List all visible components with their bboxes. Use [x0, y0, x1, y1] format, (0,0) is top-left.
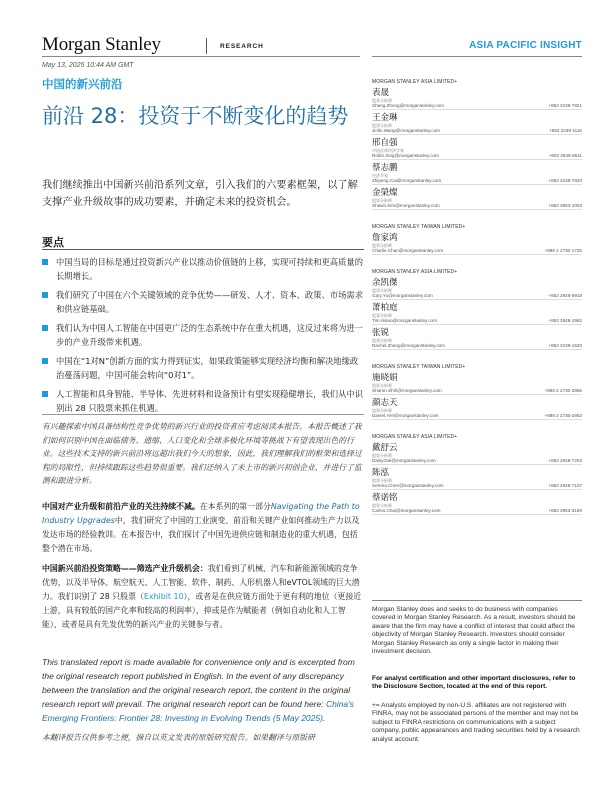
key-point-text: 中国当局的目标是通过投资新兴产业以推动价值链的上移，实现可持续和更高质量的长期增长。 [56, 257, 363, 281]
brand-logo: Morgan Stanley [42, 34, 161, 55]
list-item [42, 321, 364, 349]
summary-divider [42, 414, 364, 415]
author-role: 股票分析师 [372, 338, 392, 343]
author-entry [372, 161, 582, 186]
author-divider [372, 464, 582, 465]
author-entry [372, 441, 582, 466]
sidebar-divider [372, 600, 582, 601]
author-entry [372, 136, 582, 161]
author-role: 股票分析师 [372, 123, 392, 128]
author-name: 表晟 [372, 88, 390, 98]
author-email[interactable]: Sharon.Shih@morganstanley.com [372, 388, 442, 393]
author-email[interactable]: Gary.Yu@morganstanley.com [372, 293, 433, 298]
author-role: 股票分析师 [372, 98, 392, 103]
author-role: 股票分析师 [372, 408, 392, 413]
author-phone: +852 2848-6511 [548, 153, 582, 158]
author-role: 中国首席经济学家 [372, 148, 404, 153]
author-divider [372, 184, 582, 185]
firm-gap [372, 351, 582, 361]
page-title: 前沿 28：投资于不断变化的趋势 [42, 104, 349, 128]
key-point-text: 人工智能和具身智能、半导体、先进材料和设备预计有望实现稳健增长，我们从中识别出 28 只股票来抓住机遇。 [56, 389, 363, 413]
author-phone: +852 2848-7107 [548, 483, 582, 488]
author-email[interactable]: Jinlin.Wang@morganstanley.com [372, 128, 440, 133]
author-email[interactable]: Shawn.Kim@morganstanley.com [372, 203, 440, 208]
author-divider [372, 419, 582, 420]
author-entry [372, 396, 582, 421]
author-role: 股票分析师 [372, 198, 392, 203]
finra-note: += Analysts employed by non-U.S. affiliates are not registered with FINRA, may not be associated persons of the member and may not be subject to FINRA restrictions on communications with a subject company, public appearances and trading securities held by a research analyst account. [372, 702, 580, 743]
author-email[interactable]: Sheng.Zhong@morganstanley.com [372, 103, 444, 108]
author-divider [372, 299, 582, 300]
author-email[interactable]: Daisy.Dai@morganstanley.com [372, 458, 436, 463]
para-text: ），或者是在供应链方面处于更有利的地位（更接近上游，具有较低的国产化率和较高的利润率），抑或是作为赋能者（例如自动化和人工智能），或者是具有先发优势的新兴产业的关键参与者。 [42, 592, 362, 630]
author-role: 股票分析师 [372, 453, 392, 458]
para-text: 在本系列的第一部分 [199, 502, 271, 511]
disclaimer-text: This translated report is made available for convenience only and is excerpted from the original research report published in English. In the event of any discrepancy between the translation and the original research report, the content in the original research report will prevail. The original research report can be found here: [42, 657, 355, 709]
author-divider [372, 394, 582, 395]
para-text: 我们看到了机械、汽车和新能源领域的竞争优势，以及半导体、航空航天、人工智能、软件、制药、人形机器人和eVTOL领域的巨大潜力。我们识别了 28 只股票（ [42, 564, 360, 602]
author-divider [372, 134, 582, 135]
para-lead: 中国新兴前沿投资策略——筛选产业升级机会： [42, 564, 208, 573]
author-list [372, 76, 582, 516]
publish-date: May 13, 2025 10:44 AM GMT [42, 62, 134, 69]
key-point-text: 我们认为中国人工智能在中国更广泛的生态系统中存在重大机遇，这反过来将为进一步的产业升级带来机遇。 [56, 323, 363, 347]
author-divider [372, 254, 582, 255]
firm-label: MORGAN STANLEY ASIA LIMITED+ [372, 79, 458, 85]
intro-paragraph: 我们继续推出中国新兴前沿系列文章，引入我们的六要素框架，以了解支撑产业升级故事的成功要素，并确定未来的投资机会。 [42, 180, 358, 208]
author-divider [372, 159, 582, 160]
author-phone: +852 2848-6918 [548, 293, 582, 298]
firm-gap [372, 421, 582, 431]
author-name: 王金琳 [372, 113, 398, 123]
author-role: 股票分析师 [372, 503, 392, 508]
exhibit-link[interactable]: Exhibit 10 [143, 592, 184, 602]
author-email[interactable]: Robin.Xing@morganstanley.com [372, 153, 439, 158]
author-entry [372, 301, 582, 326]
author-name: 陈泓 [372, 468, 390, 478]
author-role: 股票分析师 [372, 288, 392, 293]
author-email[interactable]: Serena.Chen@morganstanley.com [372, 483, 444, 488]
brand-divider [206, 38, 207, 54]
report-link[interactable]: Navigating the Path to Industry Upgrades [42, 502, 360, 526]
key-points-heading: 要点 [42, 236, 64, 249]
author-entry [372, 326, 582, 351]
author-phone: +852 3963-3190 [548, 508, 582, 513]
author-entry [372, 371, 582, 396]
translation-disclaimer [42, 655, 364, 725]
firm-label: MORGAN STANLEY TAIWAN LIMITED+ [372, 224, 466, 230]
author-entry [372, 86, 582, 111]
author-email[interactable]: Zhipeng.Cai@morganstanley.com [372, 178, 442, 183]
author-phone: +852 2239-1116 [549, 128, 582, 133]
author-divider [372, 324, 582, 325]
author-role: 股票分析师 [372, 478, 392, 483]
author-email[interactable]: Rachel.Zhang@morganstanley.com [372, 343, 446, 348]
list-item [42, 288, 364, 316]
author-divider [372, 514, 582, 515]
author-email[interactable]: Charlie.Chan@morganstanley.com [372, 248, 444, 253]
author-email[interactable]: Daniel.Yen@morganstanley.com [372, 413, 439, 418]
author-name: 金榮燦 [372, 188, 398, 198]
author-role: 股票分析师 [372, 313, 392, 318]
section-label: RESEARCH [220, 43, 264, 50]
author-role: 股票分析师 [372, 383, 392, 388]
author-name: 余凯傑 [372, 278, 398, 288]
author-name: 邢自强 [372, 138, 398, 148]
author-entry [372, 466, 582, 491]
translation-disclaimer-zh: 本翻译报告仅供参考之便，摘自以英文发表的原版研究报告。如果翻译与原版研 [42, 733, 315, 742]
author-entry [372, 111, 582, 136]
author-divider [372, 349, 582, 350]
author-phone: +886 2 2730-2865 [544, 388, 582, 393]
author-name: 张锐 [372, 328, 390, 338]
author-phone: +852 3963-1003 [548, 203, 582, 208]
body-paragraph-1 [42, 500, 364, 556]
firm-gap [372, 256, 582, 266]
author-phone: +852 2239-1520 [548, 343, 582, 348]
square-bullet-icon [42, 259, 48, 265]
para-text: 中，我们研究了中国的工业演变、前沿和关键产业如何推动生产力以及发达市场的经验教训。在本报告中，我们探讨了中国先进供应链和制造业的重大机遇，包括整个潜在市场。 [42, 516, 360, 554]
key-point-text: 我们研究了中国在六个关键领域的竞争优势——研发、人才、资本、政策、市场需求和供应链基础。 [56, 290, 363, 314]
series-label: 中国的新兴前沿 [42, 77, 123, 91]
region-tag: ASIA PACIFIC INSIGHT [469, 40, 582, 51]
author-divider [372, 209, 582, 210]
list-item [42, 354, 364, 382]
disclosure-note: For analyst certification and other important disclosures, refer to the Disclosure Section, located at the end of this report. [372, 675, 576, 691]
square-bullet-icon [42, 391, 48, 397]
author-role: 股票分析师 [372, 243, 392, 248]
square-bullet-icon [42, 292, 48, 298]
author-phone: +852 2239-7821 [548, 103, 582, 108]
square-bullet-icon [42, 325, 48, 331]
body-paragraph-2 [42, 562, 364, 632]
author-phone: +886 2 2730-2863 [544, 413, 582, 418]
square-bullet-icon [42, 358, 48, 364]
italic-summary: 有兴趣探索中国具备结构性竞争优势的新兴行业的投资者应考虑阅读本报告。本报告概述了我们如何识别中国在面临债务、通缩、人口变化和全球多极化环境等挑战下有望表现出色的行业。这些技术支持的新兴前沿将远超出我们今天的想象，因此，我们理解我们的框架和选择过程的局限性，但持续跟踪这些趋势很重要。我们还纳入了未上市的新兴初创企业，并进行了监测和跟进分析。 [42, 422, 362, 486]
firm-label: MORGAN STANLEY ASIA LIMITED+ [372, 269, 458, 275]
author-phone: +852 2848-7203 [548, 458, 582, 463]
firm-label: MORGAN STANLEY TAIWAN LIMITED+ [372, 364, 466, 370]
firm-gap [372, 211, 582, 221]
header-divider-right [372, 56, 582, 57]
author-email[interactable]: Carlos.Chai@morganstanley.com [372, 508, 441, 513]
key-points-list [42, 255, 364, 420]
author-email[interactable]: Tim.Hsiao@morganstanley.com [372, 318, 437, 323]
author-entry [372, 231, 582, 256]
author-phone: +852 2239-7820 [548, 178, 582, 183]
author-name: 施晓娟 [372, 373, 398, 383]
disclaimer-end: . [322, 713, 326, 723]
author-name: 蔡志鹏 [372, 163, 398, 173]
key-point-text: 中国在“1对N”创新方面的实力得到证实，如果政策能够实现经济均衡和解决地缘政治蔓荡问题，中国可能会转向“0对1”。 [56, 356, 359, 380]
firm-label: MORGAN STANLEY ASIA LIMITED+ [372, 434, 458, 440]
author-name: 顔志天 [372, 398, 398, 408]
author-name: 戴舒云 [372, 443, 398, 453]
header-divider [42, 56, 360, 57]
list-item [42, 255, 364, 283]
author-role: 经济学家 [372, 173, 388, 178]
original-report-link[interactable]: China's Emerging Frontiers: Frontier 28: Investing in Evolving Trends (5 May 2025) [42, 699, 355, 723]
author-phone: +852 2848-1982 [548, 318, 582, 323]
conflict-note: Morgan Stanley does and seeks to do business with companies covered in Morgan Stanley Research. As a result, investors should be aware that the firm may have a conflict of interest that could affect the objectivity of Morgan Stanley Research. Investors should consider Morgan Stanley Research as only a single factor in making their investment decision. [372, 606, 576, 656]
author-name: 萧柏庭 [372, 303, 398, 313]
author-entry [372, 276, 582, 301]
author-divider [372, 109, 582, 110]
key-points-divider [42, 249, 364, 250]
author-name: 蔡诺铭 [372, 493, 398, 503]
list-item [42, 387, 364, 415]
author-entry [372, 491, 582, 516]
author-divider [372, 489, 582, 490]
para-lead: 中国对产业升级和前沿产业的关注持续不减。 [42, 502, 200, 511]
author-entry [372, 186, 582, 211]
author-phone: +886 2 2730-1725 [544, 248, 582, 253]
author-name: 詹家鸿 [372, 233, 398, 243]
